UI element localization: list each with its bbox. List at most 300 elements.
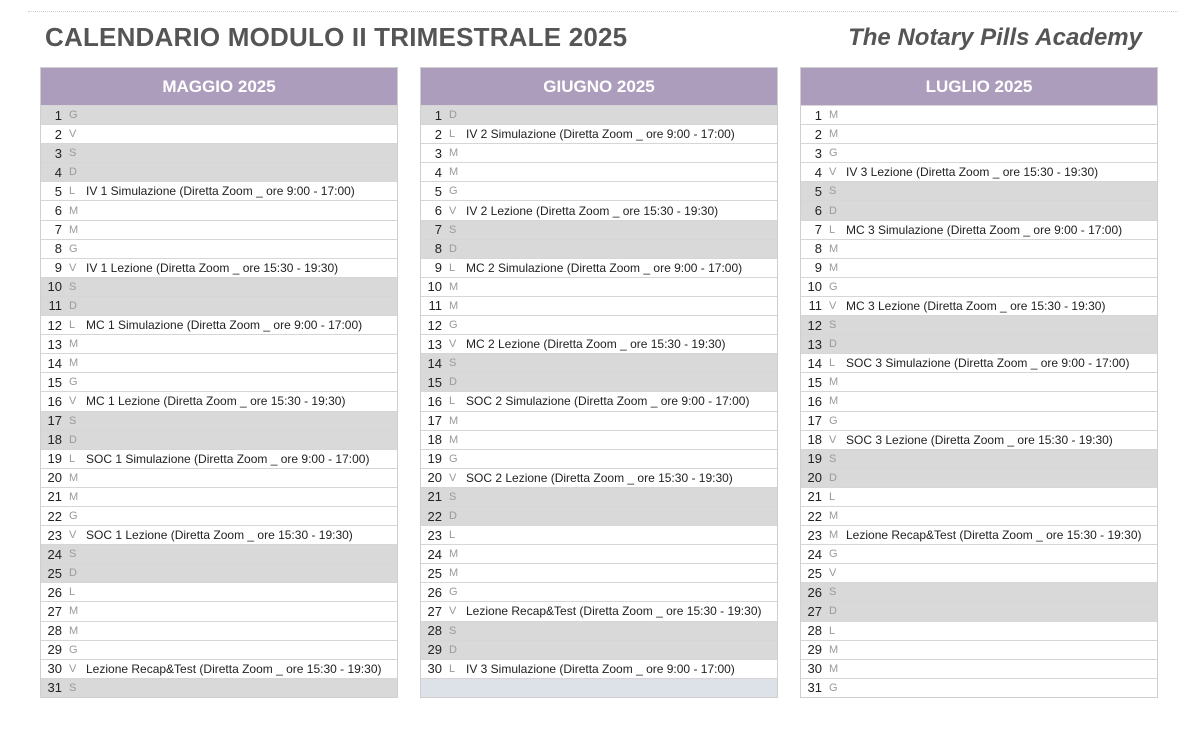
- day-row: [801, 678, 1157, 697]
- day-number: 12: [47, 317, 62, 333]
- weekday-letter: G: [829, 147, 838, 160]
- day-number: 1: [54, 107, 62, 123]
- day-row: [41, 525, 397, 544]
- day-row: [801, 582, 1157, 601]
- day-number: 3: [434, 145, 442, 161]
- day-number: 11: [428, 298, 442, 314]
- day-number: 17: [807, 413, 822, 429]
- day-number: 31: [807, 680, 822, 696]
- day-row: [41, 162, 397, 181]
- day-number: 3: [814, 145, 822, 161]
- day-row: [41, 468, 397, 487]
- day-number: 12: [807, 317, 822, 333]
- day-row: [801, 372, 1157, 391]
- day-number: 6: [434, 203, 442, 219]
- day-number: 26: [47, 584, 62, 600]
- day-row: [41, 296, 397, 315]
- day-number: 21: [427, 489, 442, 505]
- weekday-letter: M: [69, 605, 79, 618]
- weekday-letter: M: [829, 395, 839, 408]
- event-label: MC 1 Simulazione (Diretta Zoom _ ore 9:00 - 17:00): [86, 318, 363, 333]
- day-row: [801, 449, 1157, 468]
- day-row: [41, 659, 397, 678]
- weekday-letter: D: [69, 433, 77, 446]
- month-panel-giugno: [420, 67, 778, 698]
- weekday-letter: V: [69, 128, 77, 141]
- day-number: 3: [54, 145, 62, 161]
- weekday-letter: V: [449, 204, 457, 217]
- month-days: [421, 105, 777, 697]
- weekday-letter: M: [829, 643, 839, 656]
- event-label: SOC 1 Lezione (Diretta Zoom _ ore 15:30 - 19:30): [86, 528, 353, 543]
- weekday-letter: V: [449, 338, 457, 351]
- weekday-letter: D: [829, 605, 837, 618]
- day-number: 17: [427, 413, 442, 429]
- day-number: 24: [807, 546, 822, 562]
- weekday-letter: L: [449, 261, 456, 274]
- day-row: [801, 353, 1157, 372]
- weekday-letter: L: [449, 395, 456, 408]
- day-row: [41, 678, 397, 697]
- day-number: 8: [54, 241, 62, 257]
- empty-day-row: [421, 678, 777, 697]
- weekday-letter: G: [69, 376, 78, 389]
- weekday-letter: D: [69, 567, 77, 580]
- day-number: 7: [54, 222, 62, 238]
- weekday-letter: S: [449, 223, 457, 236]
- event-label: IV 3 Lezione (Diretta Zoom _ ore 15:30 - 19:30): [846, 165, 1099, 180]
- weekday-letter: M: [69, 338, 79, 351]
- day-row: [421, 659, 777, 678]
- day-number: 5: [434, 183, 442, 199]
- weekday-letter: L: [449, 529, 456, 542]
- weekday-letter: L: [69, 586, 76, 599]
- weekday-letter: G: [449, 452, 458, 465]
- day-number: 29: [427, 642, 442, 658]
- weekday-letter: V: [449, 471, 457, 484]
- weekday-letter: G: [829, 280, 838, 293]
- weekday-letter: M: [829, 510, 839, 523]
- weekday-letter: L: [829, 490, 836, 503]
- weekday-letter: D: [829, 338, 837, 351]
- day-number: 4: [814, 164, 822, 180]
- weekday-letter: M: [829, 529, 839, 542]
- event-label: Lezione Recap&Test (Diretta Zoom _ ore 15:30 - 19:30): [86, 661, 382, 676]
- page-title: CALENDARIO MODULO II TRIMESTRALE 2025: [45, 22, 628, 52]
- day-row: [41, 220, 397, 239]
- day-row: [421, 296, 777, 315]
- day-row: [801, 143, 1157, 162]
- day-number: 11: [48, 298, 62, 314]
- weekday-letter: G: [69, 109, 78, 122]
- day-number: 8: [814, 241, 822, 257]
- day-row: [801, 544, 1157, 563]
- day-row: [41, 334, 397, 353]
- day-number: 23: [427, 527, 442, 543]
- day-number: 1: [814, 107, 822, 123]
- day-row: [421, 239, 777, 258]
- day-row: [801, 277, 1157, 296]
- weekday-letter: G: [69, 242, 78, 255]
- weekday-letter: G: [829, 548, 838, 561]
- weekday-letter: G: [449, 185, 458, 198]
- top-divider: [28, 11, 1178, 12]
- weekday-letter: V: [829, 567, 837, 580]
- day-number: 23: [807, 527, 822, 543]
- day-row: [801, 200, 1157, 219]
- day-number: 16: [427, 393, 442, 409]
- weekday-letter: V: [449, 605, 457, 618]
- day-number: 15: [807, 374, 822, 390]
- day-row: [41, 239, 397, 258]
- event-label: IV 2 Lezione (Diretta Zoom _ ore 15:30 - 19:30): [466, 203, 719, 218]
- day-row: [41, 353, 397, 372]
- day-number: 21: [807, 489, 822, 505]
- event-label: MC 3 Lezione (Diretta Zoom _ ore 15:30 - 19:30): [846, 298, 1106, 313]
- day-number: 14: [807, 355, 822, 371]
- day-number: 29: [47, 642, 62, 658]
- day-number: 31: [47, 680, 62, 696]
- weekday-letter: D: [69, 166, 77, 179]
- day-number: 25: [47, 565, 62, 581]
- day-row: [421, 563, 777, 582]
- day-row: [421, 315, 777, 334]
- weekday-letter: L: [449, 128, 456, 141]
- day-row: [41, 181, 397, 200]
- day-number: 20: [427, 470, 442, 486]
- day-row: [421, 391, 777, 410]
- weekday-letter: S: [829, 452, 837, 465]
- weekday-letter: V: [69, 662, 77, 675]
- day-row: [801, 220, 1157, 239]
- weekday-letter: M: [449, 280, 459, 293]
- day-row: [41, 411, 397, 430]
- day-number: 13: [807, 336, 822, 352]
- weekday-letter: M: [69, 223, 79, 236]
- weekday-letter: D: [449, 510, 457, 523]
- day-row: [801, 525, 1157, 544]
- day-number: 15: [427, 374, 442, 390]
- day-number: 17: [47, 413, 62, 429]
- weekday-letter: S: [69, 147, 77, 160]
- event-label: MC 2 Simulazione (Diretta Zoom _ ore 9:00 - 17:00): [466, 260, 743, 275]
- weekday-letter: M: [69, 357, 79, 370]
- day-row: [801, 258, 1157, 277]
- weekday-letter: S: [69, 280, 77, 293]
- weekday-letter: V: [829, 166, 837, 179]
- day-row: [801, 391, 1157, 410]
- weekday-letter: M: [829, 109, 839, 122]
- day-number: 9: [434, 260, 442, 276]
- weekday-letter: L: [829, 223, 836, 236]
- day-row: [801, 315, 1157, 334]
- day-number: 9: [54, 260, 62, 276]
- day-row: [41, 582, 397, 601]
- day-row: [421, 525, 777, 544]
- day-row: [41, 506, 397, 525]
- day-row: [801, 468, 1157, 487]
- brand-name: The Notary Pills Academy: [848, 24, 1142, 51]
- day-row: [801, 411, 1157, 430]
- weekday-letter: D: [829, 471, 837, 484]
- day-number: 18: [427, 432, 442, 448]
- day-number: 20: [807, 470, 822, 486]
- day-row: [801, 640, 1157, 659]
- day-row: [801, 563, 1157, 582]
- day-number: 13: [47, 336, 62, 352]
- day-row: [41, 105, 397, 124]
- weekday-letter: G: [829, 414, 838, 427]
- day-row: [41, 487, 397, 506]
- weekday-letter: M: [69, 204, 79, 217]
- weekday-letter: M: [829, 128, 839, 141]
- day-number: 24: [47, 546, 62, 562]
- day-number: 30: [427, 661, 442, 677]
- day-number: 7: [814, 222, 822, 238]
- day-number: 13: [427, 336, 442, 352]
- day-row: [41, 200, 397, 219]
- weekday-letter: M: [69, 624, 79, 637]
- day-row: [41, 449, 397, 468]
- day-row: [421, 506, 777, 525]
- weekday-letter: D: [449, 242, 457, 255]
- day-number: 2: [434, 126, 442, 142]
- day-row: [421, 449, 777, 468]
- day-number: 14: [47, 355, 62, 371]
- day-number: 9: [814, 260, 822, 276]
- day-number: 6: [814, 203, 822, 219]
- day-row: [41, 640, 397, 659]
- day-row: [801, 621, 1157, 640]
- month-days: [41, 105, 397, 697]
- day-number: 10: [47, 279, 62, 295]
- day-number: 2: [54, 126, 62, 142]
- day-number: 8: [434, 241, 442, 257]
- event-label: IV 1 Lezione (Diretta Zoom _ ore 15:30 - 19:30): [86, 260, 339, 275]
- weekday-letter: G: [449, 319, 458, 332]
- day-row: [801, 162, 1157, 181]
- weekday-letter: V: [69, 261, 77, 274]
- day-number: 4: [434, 164, 442, 180]
- day-number: 25: [807, 565, 822, 581]
- day-number: 14: [427, 355, 442, 371]
- day-row: [421, 258, 777, 277]
- day-row: [41, 430, 397, 449]
- event-label: IV 1 Simulazione (Diretta Zoom _ ore 9:00 - 17:00): [86, 184, 355, 199]
- event-label: MC 1 Lezione (Diretta Zoom _ ore 15:30 - 19:30): [86, 394, 346, 409]
- weekday-letter: V: [829, 299, 837, 312]
- day-row: [421, 200, 777, 219]
- day-row: [801, 659, 1157, 678]
- day-row: [41, 258, 397, 277]
- weekday-letter: V: [829, 433, 837, 446]
- event-label: MC 3 Simulazione (Diretta Zoom _ ore 9:00 - 17:00): [846, 222, 1123, 237]
- weekday-letter: M: [449, 299, 459, 312]
- day-row: [421, 601, 777, 620]
- day-number: 12: [427, 317, 442, 333]
- day-row: [421, 372, 777, 391]
- day-number: 26: [807, 584, 822, 600]
- day-number: 1: [434, 107, 442, 123]
- weekday-letter: G: [829, 681, 838, 694]
- day-row: [801, 105, 1157, 124]
- weekday-letter: L: [69, 319, 76, 332]
- event-label: IV 3 Simulazione (Diretta Zoom _ ore 9:00 - 17:00): [466, 661, 735, 676]
- weekday-letter: G: [69, 510, 78, 523]
- weekday-letter: M: [449, 166, 459, 179]
- weekday-letter: S: [449, 357, 457, 370]
- day-row: [421, 544, 777, 563]
- day-row: [801, 487, 1157, 506]
- weekday-letter: M: [449, 567, 459, 580]
- day-number: 28: [427, 623, 442, 639]
- day-number: 5: [54, 183, 62, 199]
- weekday-letter: G: [449, 586, 458, 599]
- weekday-letter: S: [829, 586, 837, 599]
- month-header: GIUGNO 2025: [421, 68, 777, 105]
- day-row: [421, 277, 777, 296]
- day-number: 24: [427, 546, 442, 562]
- weekday-letter: M: [829, 376, 839, 389]
- weekday-letter: M: [449, 414, 459, 427]
- weekday-letter: M: [449, 433, 459, 446]
- day-number: 23: [47, 527, 62, 543]
- weekday-letter: V: [69, 395, 77, 408]
- weekday-letter: M: [449, 147, 459, 160]
- weekday-letter: D: [449, 109, 457, 122]
- weekday-letter: S: [69, 681, 77, 694]
- day-row: [41, 315, 397, 334]
- day-row: [41, 391, 397, 410]
- day-row: [421, 353, 777, 372]
- day-row: [801, 334, 1157, 353]
- day-number: 2: [814, 126, 822, 142]
- day-number: 25: [427, 565, 442, 581]
- day-row: [421, 430, 777, 449]
- day-row: [421, 334, 777, 353]
- day-row: [41, 372, 397, 391]
- weekday-letter: S: [829, 319, 837, 332]
- day-number: 30: [47, 661, 62, 677]
- day-row: [41, 277, 397, 296]
- day-row: [421, 105, 777, 124]
- event-label: SOC 1 Simulazione (Diretta Zoom _ ore 9:00 - 17:00): [86, 451, 370, 466]
- month-panel-maggio: [40, 67, 398, 698]
- event-label: SOC 2 Simulazione (Diretta Zoom _ ore 9:00 - 17:00): [466, 394, 750, 409]
- day-row: [41, 124, 397, 143]
- day-row: [801, 296, 1157, 315]
- day-number: 22: [47, 508, 62, 524]
- day-number: 18: [47, 432, 62, 448]
- day-number: 19: [807, 451, 822, 467]
- weekday-letter: S: [449, 624, 457, 637]
- day-number: 28: [47, 623, 62, 639]
- event-label: MC 2 Lezione (Diretta Zoom _ ore 15:30 - 19:30): [466, 337, 726, 352]
- day-row: [421, 487, 777, 506]
- day-number: 26: [427, 584, 442, 600]
- day-row: [801, 124, 1157, 143]
- day-number: 30: [807, 661, 822, 677]
- day-number: 21: [47, 489, 62, 505]
- weekday-letter: M: [829, 662, 839, 675]
- day-number: 22: [807, 508, 822, 524]
- day-row: [421, 162, 777, 181]
- weekday-letter: S: [69, 548, 77, 561]
- day-number: 19: [47, 451, 62, 467]
- event-label: Lezione Recap&Test (Diretta Zoom _ ore 15:30 - 19:30): [846, 528, 1142, 543]
- weekday-letter: D: [829, 204, 837, 217]
- day-number: 6: [54, 203, 62, 219]
- day-number: 18: [807, 432, 822, 448]
- day-row: [801, 181, 1157, 200]
- day-row: [801, 239, 1157, 258]
- weekday-letter: S: [449, 490, 457, 503]
- weekday-letter: D: [449, 643, 457, 656]
- weekday-letter: S: [69, 414, 77, 427]
- day-row: [421, 468, 777, 487]
- month-header: LUGLIO 2025: [801, 68, 1157, 105]
- day-number: 27: [427, 603, 442, 619]
- day-row: [41, 143, 397, 162]
- event-label: SOC 3 Lezione (Diretta Zoom _ ore 15:30 - 19:30): [846, 432, 1113, 447]
- day-row: [801, 506, 1157, 525]
- day-number: 27: [47, 603, 62, 619]
- day-row: [421, 124, 777, 143]
- event-label: IV 2 Simulazione (Diretta Zoom _ ore 9:00 - 17:00): [466, 127, 735, 142]
- day-number: 19: [427, 451, 442, 467]
- event-label: Lezione Recap&Test (Diretta Zoom _ ore 15:30 - 19:30): [466, 604, 762, 619]
- weekday-letter: D: [449, 376, 457, 389]
- day-number: 20: [47, 470, 62, 486]
- weekday-letter: M: [69, 490, 79, 503]
- day-number: 16: [807, 393, 822, 409]
- day-row: [421, 220, 777, 239]
- day-row: [41, 601, 397, 620]
- day-number: 11: [808, 298, 822, 314]
- day-row: [421, 582, 777, 601]
- weekday-letter: V: [69, 529, 77, 542]
- weekday-letter: M: [829, 242, 839, 255]
- day-row: [41, 563, 397, 582]
- month-panel-luglio: [800, 67, 1158, 698]
- weekday-letter: S: [829, 185, 837, 198]
- day-number: 10: [427, 279, 442, 295]
- day-number: 28: [807, 623, 822, 639]
- day-number: 15: [47, 374, 62, 390]
- day-number: 5: [814, 183, 822, 199]
- event-label: SOC 2 Lezione (Diretta Zoom _ ore 15:30 - 19:30): [466, 470, 733, 485]
- day-row: [421, 181, 777, 200]
- day-row: [41, 621, 397, 640]
- event-label: SOC 3 Simulazione (Diretta Zoom _ ore 9:00 - 17:00): [846, 356, 1130, 371]
- day-row: [421, 411, 777, 430]
- weekday-letter: L: [69, 452, 76, 465]
- day-row: [801, 430, 1157, 449]
- day-number: 7: [434, 222, 442, 238]
- weekday-letter: M: [449, 548, 459, 561]
- day-row: [801, 601, 1157, 620]
- day-row: [41, 544, 397, 563]
- weekday-letter: D: [69, 299, 77, 312]
- weekday-letter: L: [69, 185, 76, 198]
- day-number: 29: [807, 642, 822, 658]
- weekday-letter: L: [829, 357, 836, 370]
- weekday-letter: M: [69, 471, 79, 484]
- day-row: [421, 640, 777, 659]
- day-number: 10: [807, 279, 822, 295]
- day-row: [421, 621, 777, 640]
- day-number: 27: [807, 603, 822, 619]
